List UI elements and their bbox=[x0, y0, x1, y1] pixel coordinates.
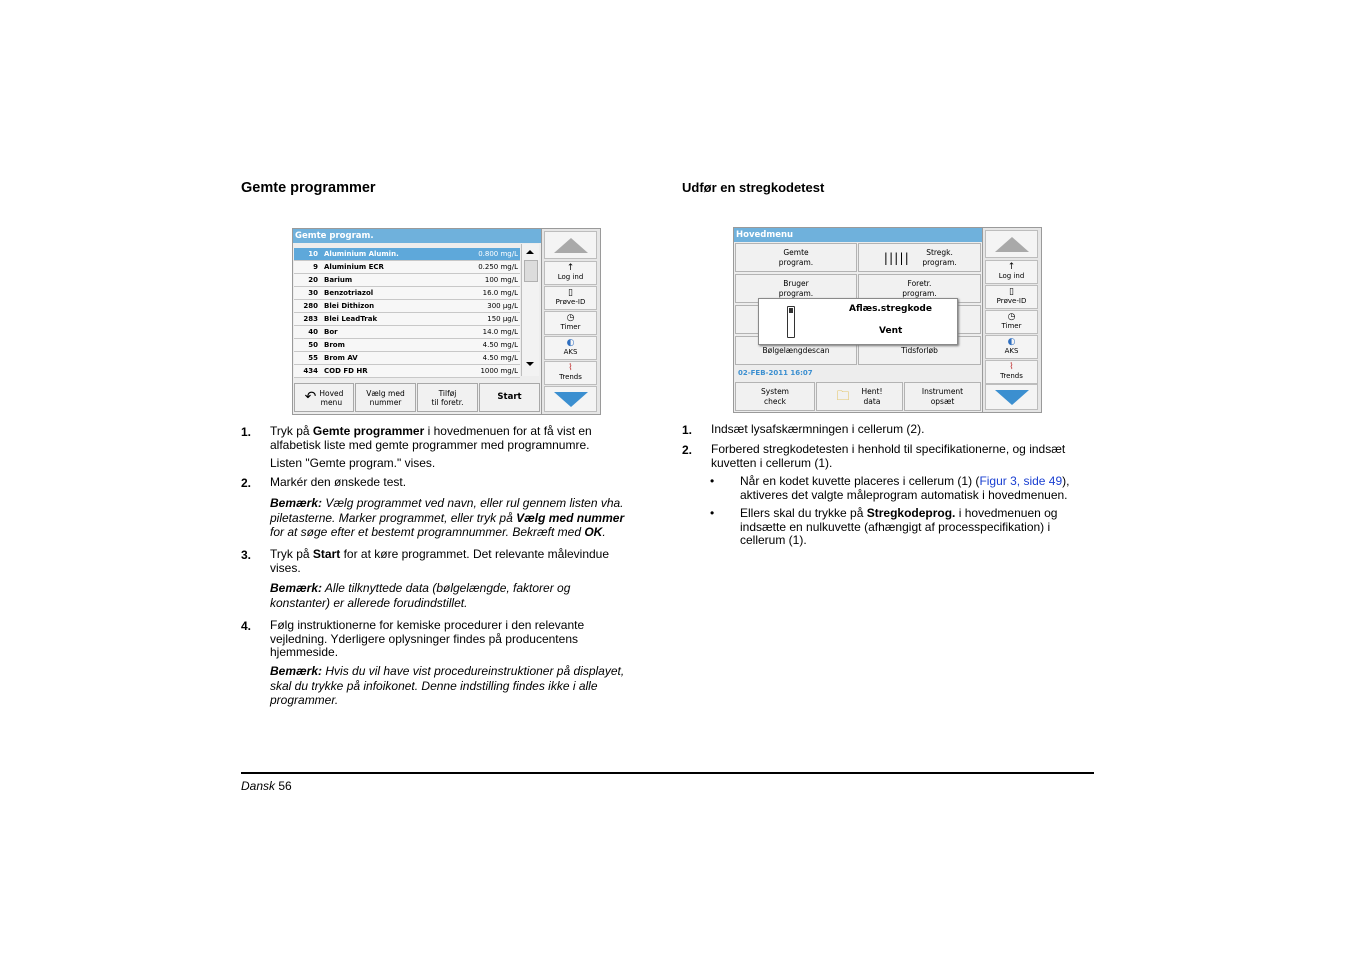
barcode-read-popup bbox=[758, 298, 958, 345]
program-name: Brom bbox=[324, 341, 345, 349]
cuvette-icon bbox=[787, 306, 795, 338]
program-num: 55 bbox=[308, 354, 318, 362]
scroll-up-button[interactable] bbox=[544, 231, 597, 259]
program-name: Blei LeadTrak bbox=[324, 315, 378, 323]
program-row[interactable] bbox=[294, 313, 520, 326]
aks-button[interactable]: ◐ AKS bbox=[985, 335, 1038, 359]
program-row[interactable] bbox=[294, 339, 520, 352]
folder-icon: 🗀 bbox=[836, 388, 850, 404]
program-value: 100 mg/L bbox=[484, 276, 518, 284]
vial-icon: ▯ bbox=[1009, 287, 1014, 297]
screen-sidebar bbox=[982, 228, 1041, 412]
scroll-thumb[interactable] bbox=[524, 260, 538, 282]
program-num: 20 bbox=[308, 276, 318, 284]
trends-button[interactable]: ⌇ Trends bbox=[985, 360, 1038, 384]
scroll-down-button[interactable] bbox=[544, 386, 597, 412]
sample-id-button[interactable]: ▯ Prøve-ID bbox=[544, 286, 597, 310]
screen-title: Hovedmenu bbox=[734, 228, 982, 242]
login-button[interactable]: ↑ Log ind bbox=[985, 260, 1038, 284]
program-num: 280 bbox=[303, 302, 318, 310]
program-row[interactable] bbox=[294, 365, 520, 378]
step-number: 2. bbox=[241, 476, 252, 490]
step-1-text: Tryk på Gemte programmer i hovedmenuen for at få vist en alfabetisk liste med gemte programmer med programnumre. bbox=[270, 424, 592, 452]
bullet-1-text: Når en kodet kuvette placeres i cellerum (1) (Figur 3, side 49), aktiveres det valgte måleprogram automatisk i hovedmenuen. bbox=[740, 474, 1070, 502]
datetime-display: 02-FEB-2011 16:07 bbox=[738, 369, 813, 377]
add-to-favorites-button[interactable]: Tilføj til foretr. bbox=[417, 383, 478, 412]
program-name: Blei Dithizon bbox=[324, 302, 375, 310]
login-button[interactable]: ↑ Log ind bbox=[544, 261, 597, 285]
back-arrow-icon: ↶ bbox=[304, 389, 317, 405]
timer-icon: ◷ bbox=[1007, 312, 1016, 322]
system-check-button[interactable]: System check bbox=[735, 382, 815, 411]
right-step-2-text: Forbered stregkodetesten i henhold til specifikationerne, og indsæt kuvetten i cellerum (1). bbox=[711, 442, 1066, 470]
bullet-symbol: • bbox=[710, 474, 715, 488]
popup-status: Vent bbox=[879, 326, 903, 336]
step-number: 3. bbox=[241, 548, 252, 562]
list-scrollbar[interactable] bbox=[521, 244, 539, 376]
scroll-down-button[interactable] bbox=[985, 384, 1038, 410]
program-num: 434 bbox=[303, 367, 318, 375]
program-num: 10 bbox=[308, 250, 318, 258]
main-menu-screen bbox=[733, 227, 1042, 413]
main-menu-button[interactable]: ↶ Hoved menu bbox=[294, 383, 354, 412]
vial-icon: ▯ bbox=[568, 288, 573, 298]
time-scan-button[interactable]: Tidsforløb bbox=[858, 336, 981, 365]
popup-title: Aflæs.stregkode bbox=[849, 304, 932, 314]
program-name: Bor bbox=[324, 328, 338, 336]
program-value: 14.0 mg/L bbox=[482, 328, 518, 336]
program-name: Benzotriazol bbox=[324, 289, 374, 297]
step-number: 1. bbox=[241, 425, 252, 439]
scroll-down-icon[interactable] bbox=[526, 362, 534, 366]
program-value: 4.50 mg/L bbox=[482, 354, 518, 362]
timer-button[interactable]: ◷ Timer bbox=[544, 311, 597, 335]
step-number: 4. bbox=[241, 619, 252, 633]
program-name: Aluminium ECR bbox=[324, 263, 384, 271]
barcode-icon: ||||| bbox=[882, 250, 909, 265]
saved-programs-screen bbox=[292, 228, 601, 415]
program-row[interactable] bbox=[294, 326, 520, 339]
program-row[interactable] bbox=[294, 352, 520, 365]
figure-link[interactable]: Figur 3, side 49 bbox=[979, 474, 1063, 488]
program-row[interactable] bbox=[294, 261, 520, 274]
program-value: 0.800 mg/L bbox=[478, 250, 518, 258]
aks-button[interactable]: ◐ AKS bbox=[544, 336, 597, 360]
favorite-programs-button[interactable]: Foretr. program. bbox=[858, 274, 981, 303]
program-value: 4.50 mg/L bbox=[482, 341, 518, 349]
program-num: 30 bbox=[308, 289, 318, 297]
program-num: 50 bbox=[308, 341, 318, 349]
trends-icon: ⌇ bbox=[568, 363, 573, 373]
wavelength-scan-button[interactable]: Bølgelængdescan bbox=[735, 336, 857, 365]
step-2-note: Bemærk: Vælg programmet ved navn, eller rul gennem listen vha. piletasterne. Marker programmet, eller tryk på Vælg med nummer for at søge efter et bestemt programnummer. Bekræft med OK. bbox=[270, 496, 625, 539]
program-value: 150 µg/L bbox=[487, 315, 518, 323]
program-row[interactable] bbox=[294, 300, 520, 313]
footer-language: Dansk bbox=[241, 779, 276, 793]
saved-programs-button[interactable]: Gemte program. bbox=[735, 243, 857, 272]
key-icon: ↑ bbox=[566, 263, 575, 273]
timer-icon: ◷ bbox=[566, 313, 575, 323]
step-4-text: Følg instruktionerne for kemiske procedurer i den relevante vejledning. Yderligere oplysninger findes på producentens hjemmeside. bbox=[270, 618, 585, 659]
trends-icon: ⌇ bbox=[1009, 362, 1014, 372]
program-name: COD FD HR bbox=[324, 367, 368, 375]
step-3-text: Tryk på Start for at køre programmet. Det relevante målevindue vises. bbox=[270, 547, 610, 575]
footer-rule bbox=[241, 772, 1094, 774]
program-name: Brom AV bbox=[324, 354, 358, 362]
program-name: Aluminium Alumin. bbox=[324, 250, 399, 258]
trends-button[interactable]: ⌇ Trends bbox=[544, 361, 597, 385]
screen-sidebar bbox=[541, 229, 600, 414]
footer bbox=[241, 779, 292, 793]
user-programs-button[interactable]: Bruger program. bbox=[735, 274, 857, 303]
select-by-number-button[interactable]: Vælg med nummer bbox=[355, 383, 416, 412]
step-number: 2. bbox=[682, 443, 693, 457]
key-icon: ↑ bbox=[1007, 262, 1016, 272]
step-4-note: Bemærk: Hvis du vil have vist procedureinstruktioner på displayet, skal du trykke på infoikonet. Denne indstilling findes ikke i alle programmer. bbox=[270, 664, 625, 707]
step-1-result: Listen "Gemte program." vises. bbox=[270, 456, 436, 470]
aks-icon: ◐ bbox=[566, 338, 575, 348]
program-num: 283 bbox=[303, 315, 318, 323]
timer-button[interactable]: ◷ Timer bbox=[985, 310, 1038, 334]
page-number: 56 bbox=[278, 779, 292, 793]
sample-id-button[interactable]: ▯ Prøve-ID bbox=[985, 285, 1038, 309]
step-2-text: Markér den ønskede test. bbox=[270, 475, 407, 489]
step-number: 1. bbox=[682, 423, 693, 437]
program-value: 300 µg/L bbox=[487, 302, 518, 310]
bullet-symbol: • bbox=[710, 506, 715, 520]
right-step-1-text: Indsæt lysafskærmningen i cellerum (2). bbox=[711, 422, 925, 436]
step-3-note: Bemærk: Alle tilknyttede data (bølgelængde, faktorer og konstanter) er allerede forudindstillet. bbox=[270, 581, 571, 610]
program-row[interactable] bbox=[294, 287, 520, 300]
bullet-2-text: Ellers skal du trykke på Stregkodeprog. i hovedmenuen og indsætte en nulkuvette (afhængigt af processpecifikation) i cellerum (1). bbox=[740, 506, 1058, 547]
screen-title: Gemte program. bbox=[293, 229, 541, 243]
instrument-setup-button[interactable]: Instrument opsæt bbox=[904, 382, 981, 411]
program-value: 1000 mg/L bbox=[480, 367, 518, 375]
program-num: 9 bbox=[313, 263, 318, 271]
scroll-up-icon[interactable] bbox=[526, 250, 534, 254]
recall-data-button[interactable]: 🗀 Hent! data bbox=[816, 382, 903, 411]
program-num: 40 bbox=[308, 328, 318, 336]
aks-icon: ◐ bbox=[1007, 337, 1016, 347]
program-value: 0.250 mg/L bbox=[478, 263, 518, 271]
start-button[interactable]: Start bbox=[479, 383, 540, 412]
right-section-heading: Udfør en stregkodetest bbox=[682, 180, 825, 195]
program-row[interactable] bbox=[294, 274, 520, 287]
left-section-heading: Gemte programmer bbox=[241, 180, 376, 196]
barcode-programs-button[interactable]: ||||| Stregk. program. bbox=[858, 243, 981, 272]
scroll-up-button[interactable] bbox=[985, 230, 1038, 258]
program-name: Barium bbox=[324, 276, 353, 284]
program-value: 16.0 mg/L bbox=[482, 289, 518, 297]
program-row[interactable] bbox=[294, 248, 520, 261]
